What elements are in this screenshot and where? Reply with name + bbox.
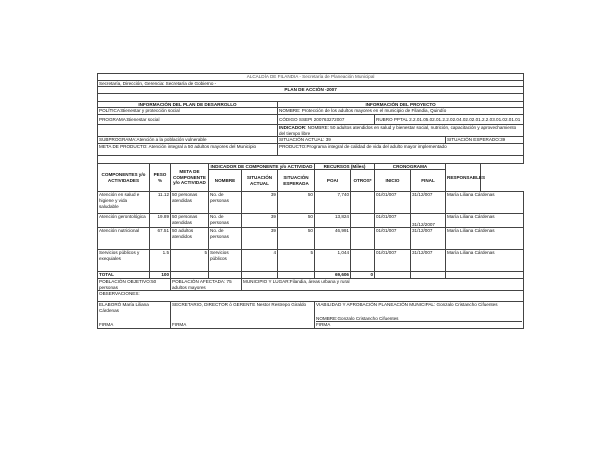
situacion-esperado: SITUACIÓN ESPERADO:39 <box>446 137 524 144</box>
nombre-gonzalo: NOMBRE:Gonzalo Cristancho Cifuentes <box>316 315 399 321</box>
action-plan-sheet <box>97 73 521 329</box>
poblacion-row <box>98 278 524 290</box>
total-peso: 100 <box>150 272 171 279</box>
secretario: SECRETARIO, DIRECTOR ó GERENTE Nestor Restrepo Giraldo <box>171 302 315 316</box>
col-otros: OTROS* <box>351 170 375 192</box>
dependencia-row <box>98 80 524 87</box>
rubro: RUBRO PPTAL 2.2.01.05.02.01.2.2.02.04.02.02.01.2.2.03.01.02.01.01 <box>375 114 524 124</box>
total-poai: 69,606 <box>315 272 351 279</box>
title-row <box>98 74 524 81</box>
col-peso: PESO % <box>150 163 171 192</box>
info-heading-row <box>98 101 524 108</box>
producto: PRODUCTO:Programa integral de calidad de vida del adulto mayor implementado <box>278 143 524 155</box>
col-sit-esperada: SITUACIÓN ESPERADA <box>278 170 315 192</box>
programa: PROGRAMA:Bienestar social <box>98 114 278 124</box>
column-group-row <box>98 163 524 170</box>
codigo: CÓDIGO SSEPI 200763272007 <box>278 114 375 124</box>
firma-viabilidad: FIRMA <box>316 321 522 328</box>
programa-row <box>98 114 524 124</box>
firma-elaboro: FIRMA <box>98 316 171 329</box>
firma-secretario: FIRMA <box>171 316 315 329</box>
firma-viabilidad-block <box>315 316 524 329</box>
project-indicator: INDICADOR: NOMBRE: 50 adultos atendidos en salud y bienestar social, nutrición, capacitación y aprovechamiento del tiempo libre <box>278 124 524 136</box>
table-row: Servicios públicos y exequiales 1.5 5 Servicios públicos 4 5 1,044 01/01/007 31/12/007 María Liliana Cárdenas <box>98 250 524 272</box>
col-recursos-group: RECURSOS (Miles) <box>315 163 375 170</box>
col-indicador-group: INDICADOR DE COMPONENTE y/o ACTIVIDAD <box>209 163 315 170</box>
dependencia: Secretaría, Dirección, Gerencia: Secretaría de Gobierno - <box>98 80 524 87</box>
col-meta: META DE COMPONENTE y/o ACTIVIDAD <box>171 163 209 192</box>
table-row: Atención nutricional 67.51 50 adultos atendidos No. de personas 39 50 46,991 01/01/007 31/12/007 María Liliana Cárdenas <box>98 228 524 250</box>
col-componentes: COMPONENTES y/o ACTIVIDADES <box>98 163 150 192</box>
project-info-heading: INFORMACIÓN DEL PROYECTO <box>278 101 524 108</box>
project-name: NOMBRE: Protección de los adultos mayores en el municipio de Filandia, Quindío <box>278 108 524 115</box>
spacer-row <box>98 93 524 101</box>
subprograma-row <box>98 137 524 144</box>
poblacion-objetivo: POBLACIÓN OBJETIVO:50 personas <box>98 278 171 290</box>
col-cronograma-group: CRONOGRAMA <box>375 163 446 170</box>
col-final: FINAL <box>411 170 446 192</box>
col-poai: POAI <box>315 170 351 192</box>
col-responsables: RESPONSABLES <box>446 163 481 192</box>
poblacion-afectada: POBLACIÓN AFECTADA: 75 adultos mayores <box>171 278 242 290</box>
firma-row <box>98 316 524 329</box>
elaboro: ELABORÓ María Liliana Cárdenas <box>98 302 171 316</box>
municipio-lugar: MUNICIPIO Y LUGAR:Filandia, áreas urbana y rural <box>242 278 524 290</box>
total-otros: 0 <box>351 272 375 279</box>
politica-row <box>98 108 524 115</box>
col-inicio: INICIO <box>375 170 411 192</box>
plan-row <box>98 87 524 94</box>
meta-row <box>98 143 524 155</box>
table-row: Atención en salud e higiene y vida saludable 11.12 50 personas atendidas No. de personas 39 50 7,740 01/01/007 31/12/007 María Liliana Cárdenas <box>98 192 524 214</box>
col-nombre: NOMBRE <box>209 170 242 192</box>
meta-producto: META DE PRODUCTO: Atención integral a 50 adultos mayores del Municipio <box>98 143 278 155</box>
total-label: TOTAL <box>98 272 150 279</box>
plan-title: PLAN DE ACCIÓN -2007 <box>98 87 524 94</box>
plan-info-heading: INFORMACIÓN DEL PLAN DE DESARROLLO <box>98 101 278 108</box>
totals-row <box>98 272 524 279</box>
subprograma: SUBPROGRAMA:Atención a la población vulnerable <box>98 137 278 144</box>
politica: POLÍTICA:Bienestar y protección social <box>98 108 278 115</box>
situacion-actual: SITUACIÓN ACTUAL: 39 <box>278 137 446 144</box>
signatures-row <box>98 302 524 316</box>
action-plan-table <box>97 73 524 329</box>
table-row: Atención gerontológica 19.89 50 personas atendidas No. de personas 39 50 13,824 01/01/007 31/12/2007 María Liliana Cárdenas <box>98 214 524 228</box>
indicador-row <box>98 124 524 136</box>
spacer-row-2 <box>98 155 524 163</box>
observaciones-row <box>98 291 524 302</box>
observaciones: OBSERVACIONES: <box>98 291 524 302</box>
col-sit-actual: SITUACIÓN ACTUAL <box>242 170 278 192</box>
viabilidad: VIABILIDAD Y APROBACIÓN PLANEACIÓN MUNICIPAL: Gonzalo Cristancho Cifuentes <box>315 302 524 316</box>
document-title: ALCALDÍA DE FILANDIA - Secretaría de Planeación Municipal <box>98 74 524 81</box>
